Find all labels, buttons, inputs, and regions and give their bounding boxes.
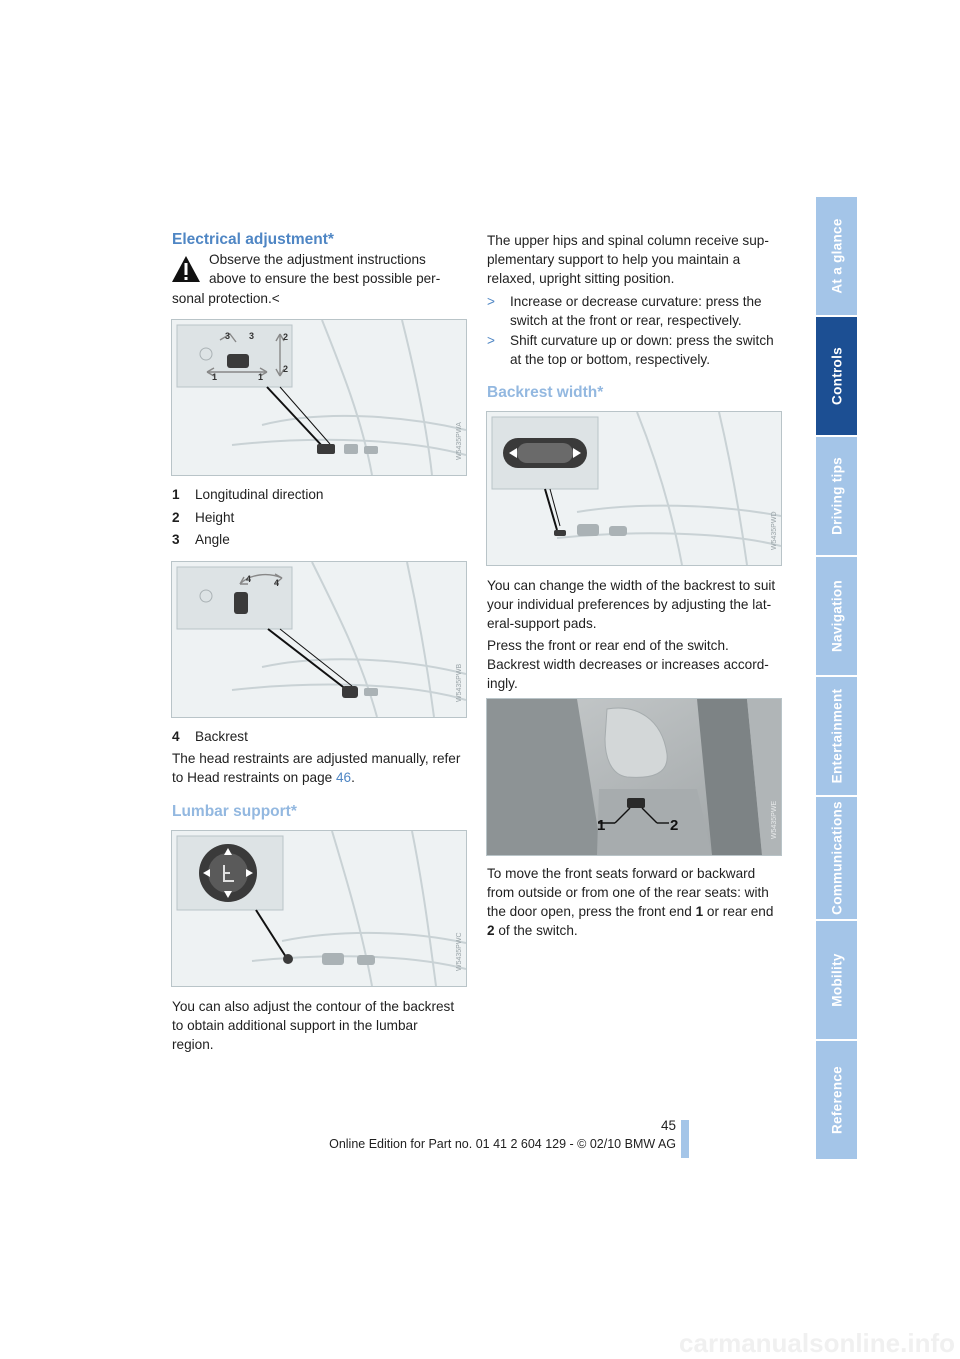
outside-text: or rear end <box>703 904 774 919</box>
footer-edition: Online Edition for Part no. 01 41 2 604 129 - © 02/10 BMW AG <box>329 1137 676 1151</box>
bullet-line-2: at the top or bottom, respectively. <box>510 352 710 367</box>
head-restraints-line-1: The head restraints are adjusted manually, refer <box>172 751 461 766</box>
sidebar-item-label: Entertainment <box>829 688 844 784</box>
warning-line-2: above to ensure the best possible per- <box>209 271 441 286</box>
list-item <box>172 508 234 527</box>
lumbar-line-1: You can also adjust the contour of the backrest <box>172 999 455 1014</box>
backrest-width-line-3: eral-support pads. <box>487 616 597 631</box>
head-restraints-text: to Head restraints on page <box>172 770 336 785</box>
backrest-width-line-5: Backrest width decreases or increases accord- <box>487 657 769 672</box>
watermark: carmanualsonline.info <box>679 1328 955 1358</box>
period: . <box>351 770 355 785</box>
bullet-line-2: switch at the front or rear, respectively. <box>510 313 742 328</box>
sidebar-item-driving-tips[interactable] <box>816 437 857 555</box>
outside-line-1: To move the front seats forward or backward <box>487 866 756 881</box>
figure-label: 3 <box>249 331 255 341</box>
lumbar-line-2: to obtain additional support in the lumbar <box>172 1018 418 1033</box>
page-number: 45 <box>660 1118 676 1133</box>
warning-line-1: Observe the adjustment instructions <box>209 252 426 267</box>
outside-line-2: from outside or from one of the rear seats: with <box>487 885 769 900</box>
sidebar-item-label: Communications <box>829 801 844 915</box>
figure-seat-adjustment-switch <box>171 319 467 476</box>
figure-backrest-switch <box>171 561 467 718</box>
sidebar-item-navigation[interactable] <box>816 557 857 675</box>
figure-code: W5435PWA <box>456 422 463 460</box>
item-text: Angle <box>195 532 230 547</box>
figure-label: 1 <box>258 372 264 382</box>
bullet-line-1: Increase or decrease curvature: press the <box>510 294 762 309</box>
section-heading-lumbar-support: Lumbar support* <box>172 803 297 820</box>
warning-text: sonal protection. <box>172 291 272 306</box>
intro-line-2: plementary support to help you maintain a <box>487 252 741 267</box>
figure-code: W5435PWE <box>771 800 778 839</box>
outside-line-4 <box>487 921 578 941</box>
list-item <box>487 292 782 332</box>
figure-label: 1 <box>597 817 606 834</box>
bullet-marker: > <box>487 294 495 309</box>
sidebar-item-label: Driving tips <box>829 457 844 535</box>
item-text: Longitudinal direction <box>195 487 324 502</box>
bullet-marker: > <box>487 333 495 348</box>
figure-label: 2 <box>283 364 289 374</box>
backrest-width-line-4: Press the front or rear end of the switch. <box>487 638 729 653</box>
sidebar-item-label: At a glance <box>829 218 844 294</box>
sidebar-item-entertainment[interactable] <box>816 677 857 795</box>
outside-line-3 <box>487 902 773 922</box>
page-number-box <box>681 1120 689 1158</box>
backrest-width-line-1: You can change the width of the backrest to suit <box>487 578 776 593</box>
ref-number: 2 <box>487 923 495 938</box>
intro-line-1: The upper hips and spinal column receive sup- <box>487 233 769 248</box>
outside-text: the door open, press the front end <box>487 904 696 919</box>
head-restraints-line-2 <box>172 768 355 788</box>
end-mark: < <box>271 291 280 306</box>
sidebar-item-reference[interactable] <box>816 1041 857 1159</box>
list-item <box>172 727 248 746</box>
figure-label: 3 <box>225 331 231 341</box>
backrest-width-line-6: ingly. <box>487 676 518 691</box>
figure-code: W5435PWD <box>771 511 778 550</box>
sidebar-item-controls[interactable] <box>816 317 857 435</box>
figure-label: 4 <box>246 574 252 584</box>
bullet-line-1: Shift curvature up or down: press the switch <box>510 333 774 348</box>
backrest-width-line-2: your individual preferences by adjusting the lat- <box>487 597 772 612</box>
figure-lumbar-switch <box>171 830 467 987</box>
figure-seat-side-switch <box>486 698 782 856</box>
page-link-46[interactable]: 46 <box>335 770 352 785</box>
sidebar-item-label: Controls <box>829 347 844 405</box>
warning-icon <box>171 255 201 283</box>
section-heading-backrest-width: Backrest width* <box>487 384 604 401</box>
item-number: 1 <box>172 487 180 502</box>
item-text: Height <box>195 510 235 525</box>
ref-number: 1 <box>695 904 704 919</box>
section-heading-electrical-adjustment: Electrical adjustment* <box>172 231 334 248</box>
outside-text: of the switch. <box>494 923 578 938</box>
figure-label: 2 <box>670 817 679 834</box>
figure-code: W5435PWC <box>456 932 463 971</box>
sidebar-item-label: Navigation <box>829 579 844 653</box>
list-item <box>172 485 323 504</box>
figure-backrest-width-switch <box>486 411 782 566</box>
item-text: Backrest <box>195 729 248 744</box>
figure-label: 1 <box>212 372 218 382</box>
list-item <box>172 530 230 549</box>
figure-label: 4 <box>274 578 280 588</box>
sidebar-item-communications[interactable] <box>816 797 857 919</box>
lumbar-line-3: region. <box>172 1037 214 1052</box>
figure-label: 2 <box>283 332 289 342</box>
item-number: 4 <box>172 729 180 744</box>
figure-code: W5435PWB <box>456 663 463 702</box>
intro-line-3: relaxed, upright sitting position. <box>487 271 675 286</box>
sidebar-item-at-a-glance[interactable] <box>816 197 857 315</box>
sidebar-item-label: Reference <box>829 1066 844 1134</box>
sidebar-item-mobility[interactable] <box>816 921 857 1039</box>
item-number: 3 <box>172 532 180 547</box>
sidebar-item-label: Mobility <box>829 953 844 1007</box>
warning-line-3 <box>172 289 280 309</box>
list-item <box>487 331 782 371</box>
item-number: 2 <box>172 510 180 525</box>
